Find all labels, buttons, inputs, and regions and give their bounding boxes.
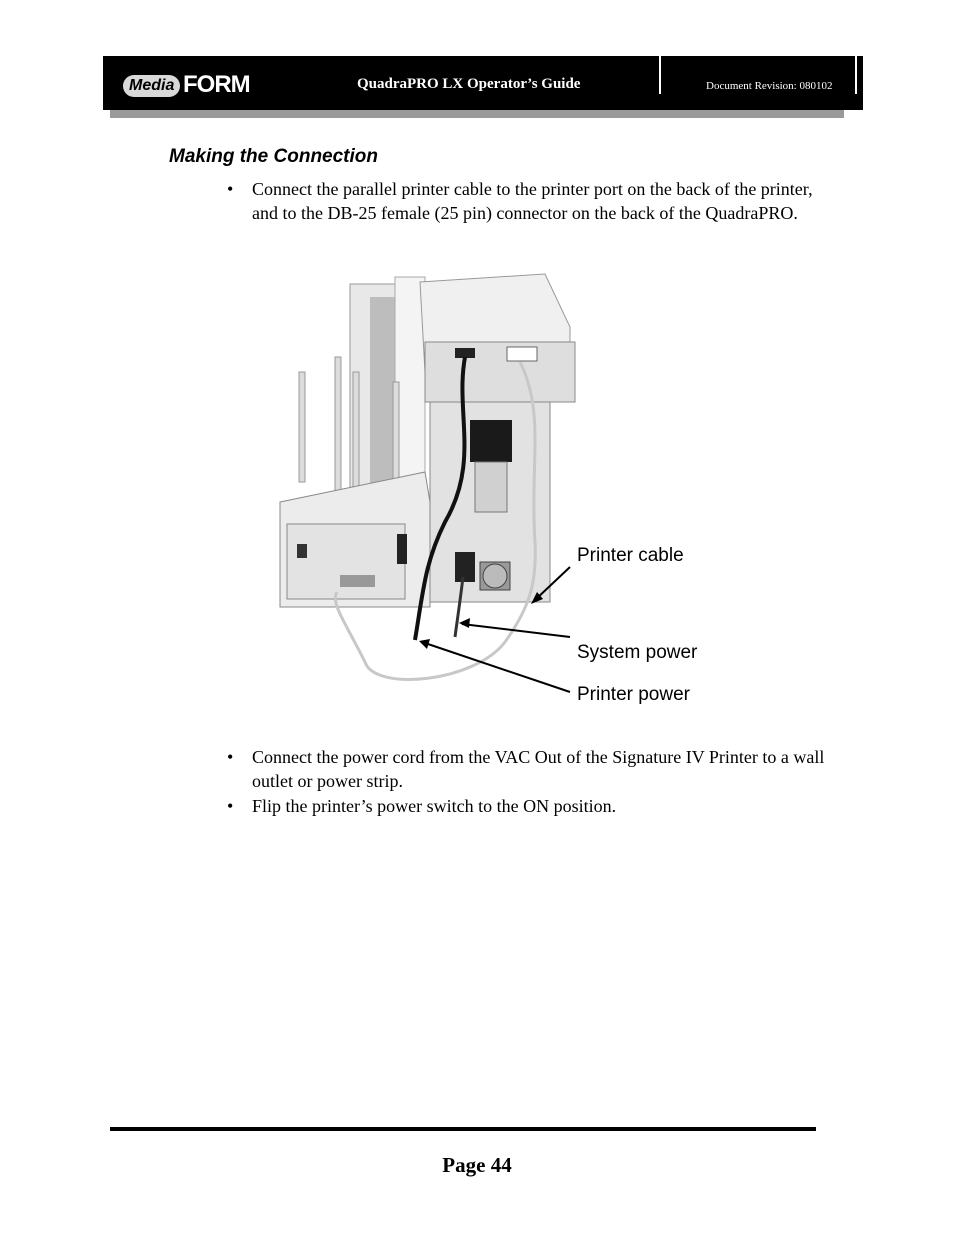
bullet-icon: • — [227, 179, 234, 199]
list-item — [222, 177, 832, 225]
document-revision: Document Revision: 080102 — [706, 80, 833, 92]
header-divider — [855, 56, 857, 94]
page-header — [103, 56, 863, 110]
list-item-text: Connect the power cord from the VAC Out of the Signature IV Printer to a wall outlet or power strip. — [252, 747, 825, 791]
footer-rule — [110, 1127, 816, 1131]
callout-printer-cable: Printer cable — [577, 545, 684, 566]
list-item-text: Flip the printer’s power switch to the ON position. — [252, 796, 617, 816]
bullet-icon: • — [227, 796, 234, 816]
logo-media-text: Media — [123, 75, 180, 97]
page-number: Page 44 — [442, 1153, 512, 1177]
instruction-list — [222, 177, 832, 226]
list-item-text: Connect the parallel printer cable to the printer port on the back of the printer, and to the DB-25 female (25 pin) connector on the back of the QuadraPRO. — [252, 179, 813, 223]
list-item — [222, 794, 832, 818]
instruction-list — [222, 745, 832, 819]
document-title: QuadraPRO LX Operator’s Guide — [357, 76, 581, 92]
mediaform-logo — [123, 70, 263, 100]
connection-photo — [275, 262, 735, 707]
bullet-icon: • — [227, 747, 234, 767]
header-divider — [659, 56, 661, 94]
section-heading: Making the Connection — [169, 146, 378, 167]
callout-system-power: System power — [577, 642, 698, 663]
list-item — [222, 745, 832, 793]
callout-printer-power: Printer power — [577, 684, 690, 705]
logo-form-text: FORM — [183, 71, 250, 98]
